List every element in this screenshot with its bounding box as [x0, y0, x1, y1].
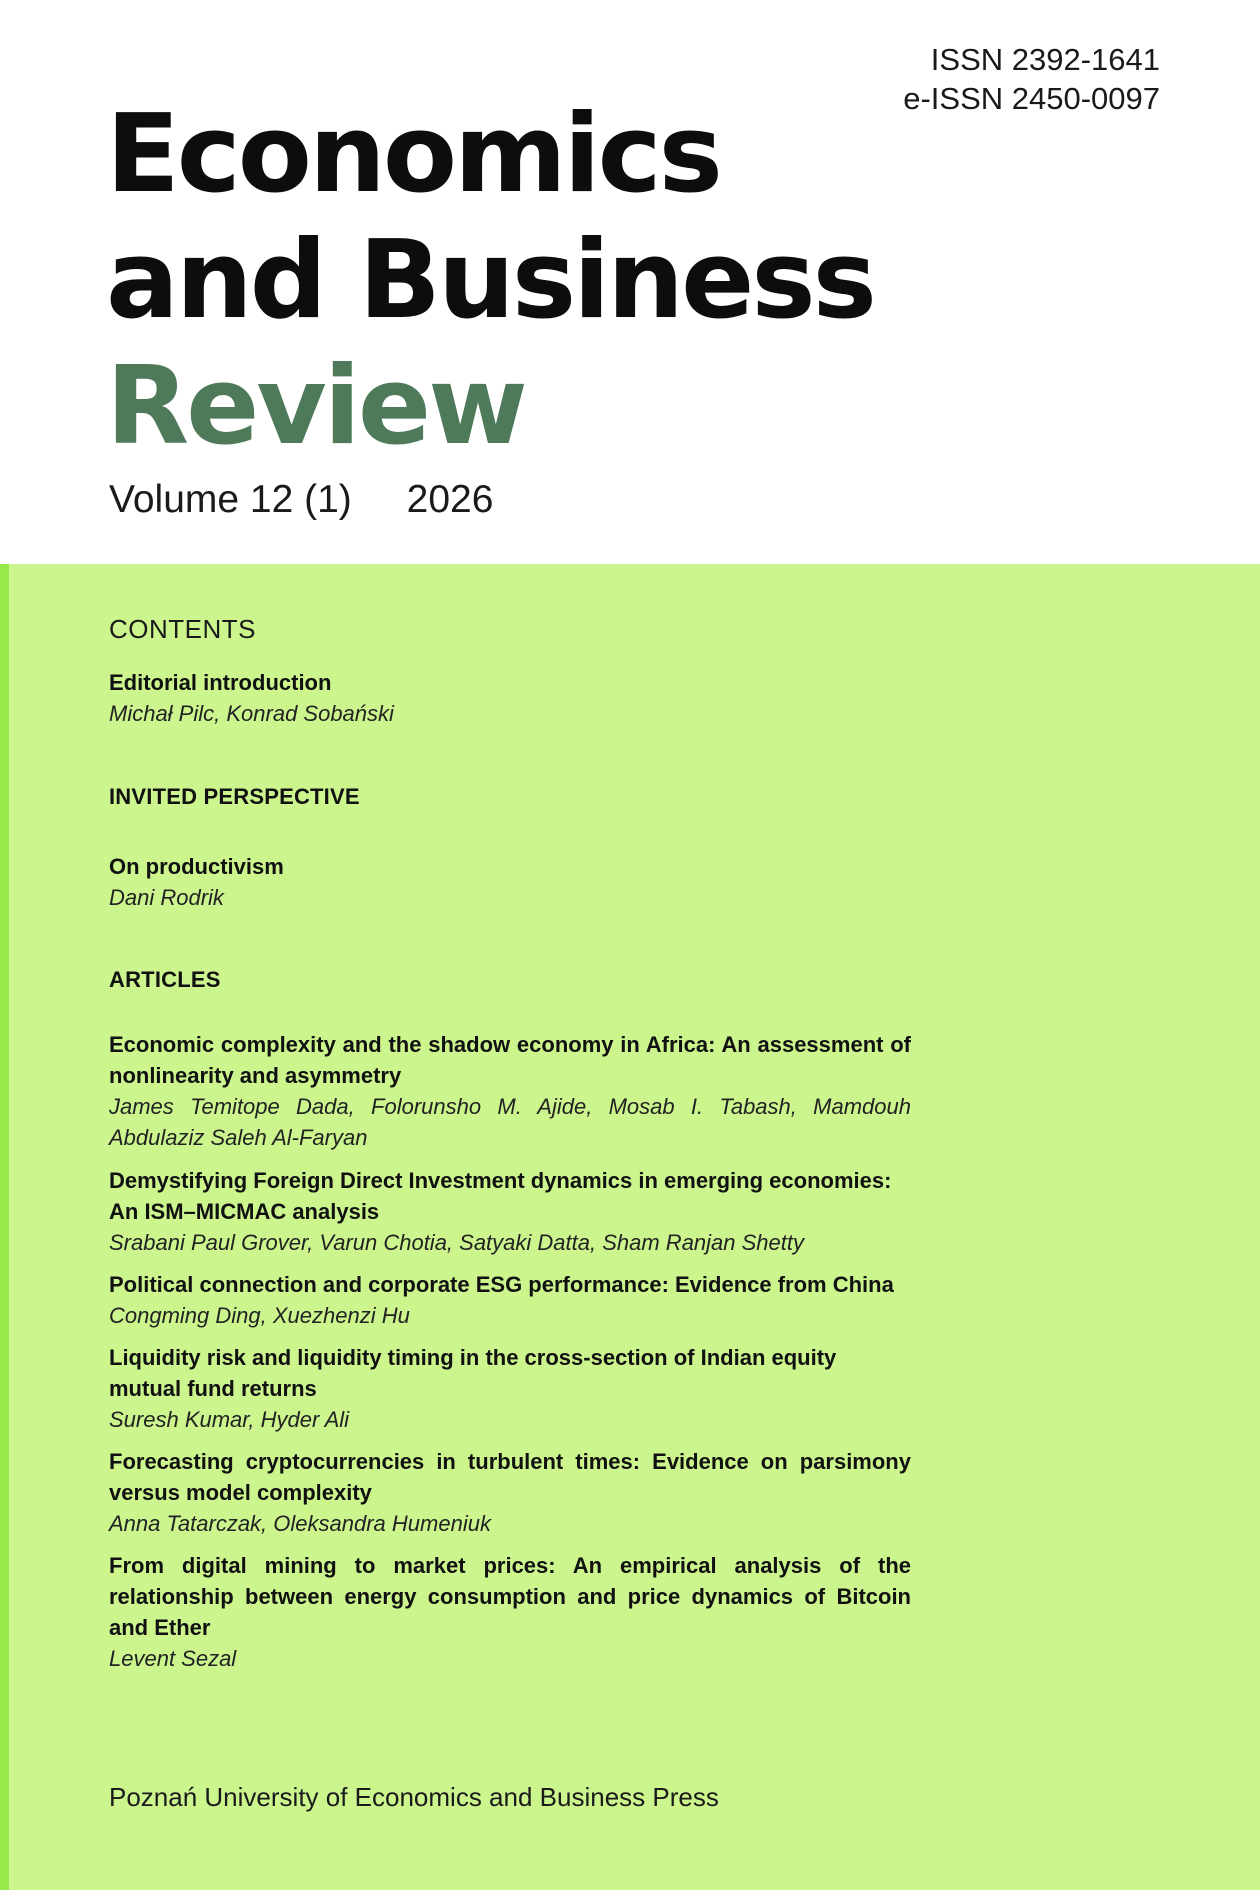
entry-authors: Suresh Kumar, Hyder Ali: [109, 1407, 350, 1432]
entry-title[interactable]: Liquidity risk and liquidity timing in the cross-section of Indian equity mutual fund returns: [109, 1345, 837, 1401]
article-entry[interactable]: [109, 1446, 911, 1539]
issue-info: [109, 478, 493, 522]
contents-panel: [0, 564, 1260, 1890]
entry-title[interactable]: Demystifying Foreign Direct Investment dynamics in emerging economies: An ISM–MICMAC analysis: [109, 1168, 892, 1224]
entry-authors: Michał Pilc, Konrad Sobański: [109, 701, 394, 726]
entry-authors: Dani Rodrik: [109, 885, 224, 910]
article-entry[interactable]: [109, 1029, 911, 1153]
invited-perspective-heading: INVITED PERSPECTIVE: [109, 784, 360, 809]
issue-volume: Volume 12 (1): [109, 478, 352, 521]
article-entry[interactable]: [109, 1269, 911, 1331]
journal-title-line-2: and Business: [106, 218, 874, 343]
entry-title[interactable]: On productivism: [109, 854, 284, 879]
issn-block: [903, 40, 1160, 118]
journal-title-line-1: Economics: [106, 92, 720, 217]
entry-title[interactable]: From digital mining to market prices: An empirical analysis of the relationship between energy consumption and price dynamics of Bitcoin and Ether: [109, 1553, 911, 1640]
entry-authors: James Temitope Dada, Folorunsho M. Ajide, Mosab I. Tabash, Mamdouh Abdulaziz Saleh Al-Faryan: [109, 1094, 911, 1150]
issue-year: 2026: [406, 478, 494, 521]
issn-online: e-ISSN 2450-0097: [903, 81, 1160, 116]
invited-entry[interactable]: [109, 851, 911, 913]
publisher-name: Poznań University of Economics and Business Press: [109, 1782, 719, 1812]
cover-header: [0, 0, 1260, 564]
entry-title[interactable]: Forecasting cryptocurrencies in turbulent times: Evidence on parsimony versus model complexity: [109, 1449, 911, 1505]
journal-title-line-3: Review: [106, 344, 525, 469]
contents-heading: CONTENTS: [109, 614, 256, 644]
articles-heading: ARTICLES: [109, 967, 221, 992]
entry-authors: Anna Tatarczak, Oleksandra Humeniuk: [109, 1511, 491, 1536]
journal-title: [106, 92, 874, 470]
editorial-entry[interactable]: [109, 667, 911, 729]
panel-edge-stripe: [0, 564, 9, 1890]
entry-title[interactable]: Political connection and corporate ESG performance: Evidence from China: [109, 1272, 894, 1297]
article-entry[interactable]: [109, 1165, 911, 1258]
issn-print: ISSN 2392-1641: [930, 42, 1160, 77]
article-entry[interactable]: [109, 1342, 911, 1435]
entry-title[interactable]: Economic complexity and the shadow economy in Africa: An assessment of nonlinearity and asymmetry: [109, 1032, 911, 1088]
entry-title[interactable]: Editorial introduction: [109, 670, 332, 695]
article-entry[interactable]: [109, 1550, 911, 1674]
entry-authors: Levent Sezal: [109, 1646, 237, 1671]
entry-authors: Srabani Paul Grover, Varun Chotia, Satyaki Datta, Sham Ranjan Shetty: [109, 1230, 804, 1255]
entry-authors: Congming Ding, Xuezhenzi Hu: [109, 1303, 410, 1328]
